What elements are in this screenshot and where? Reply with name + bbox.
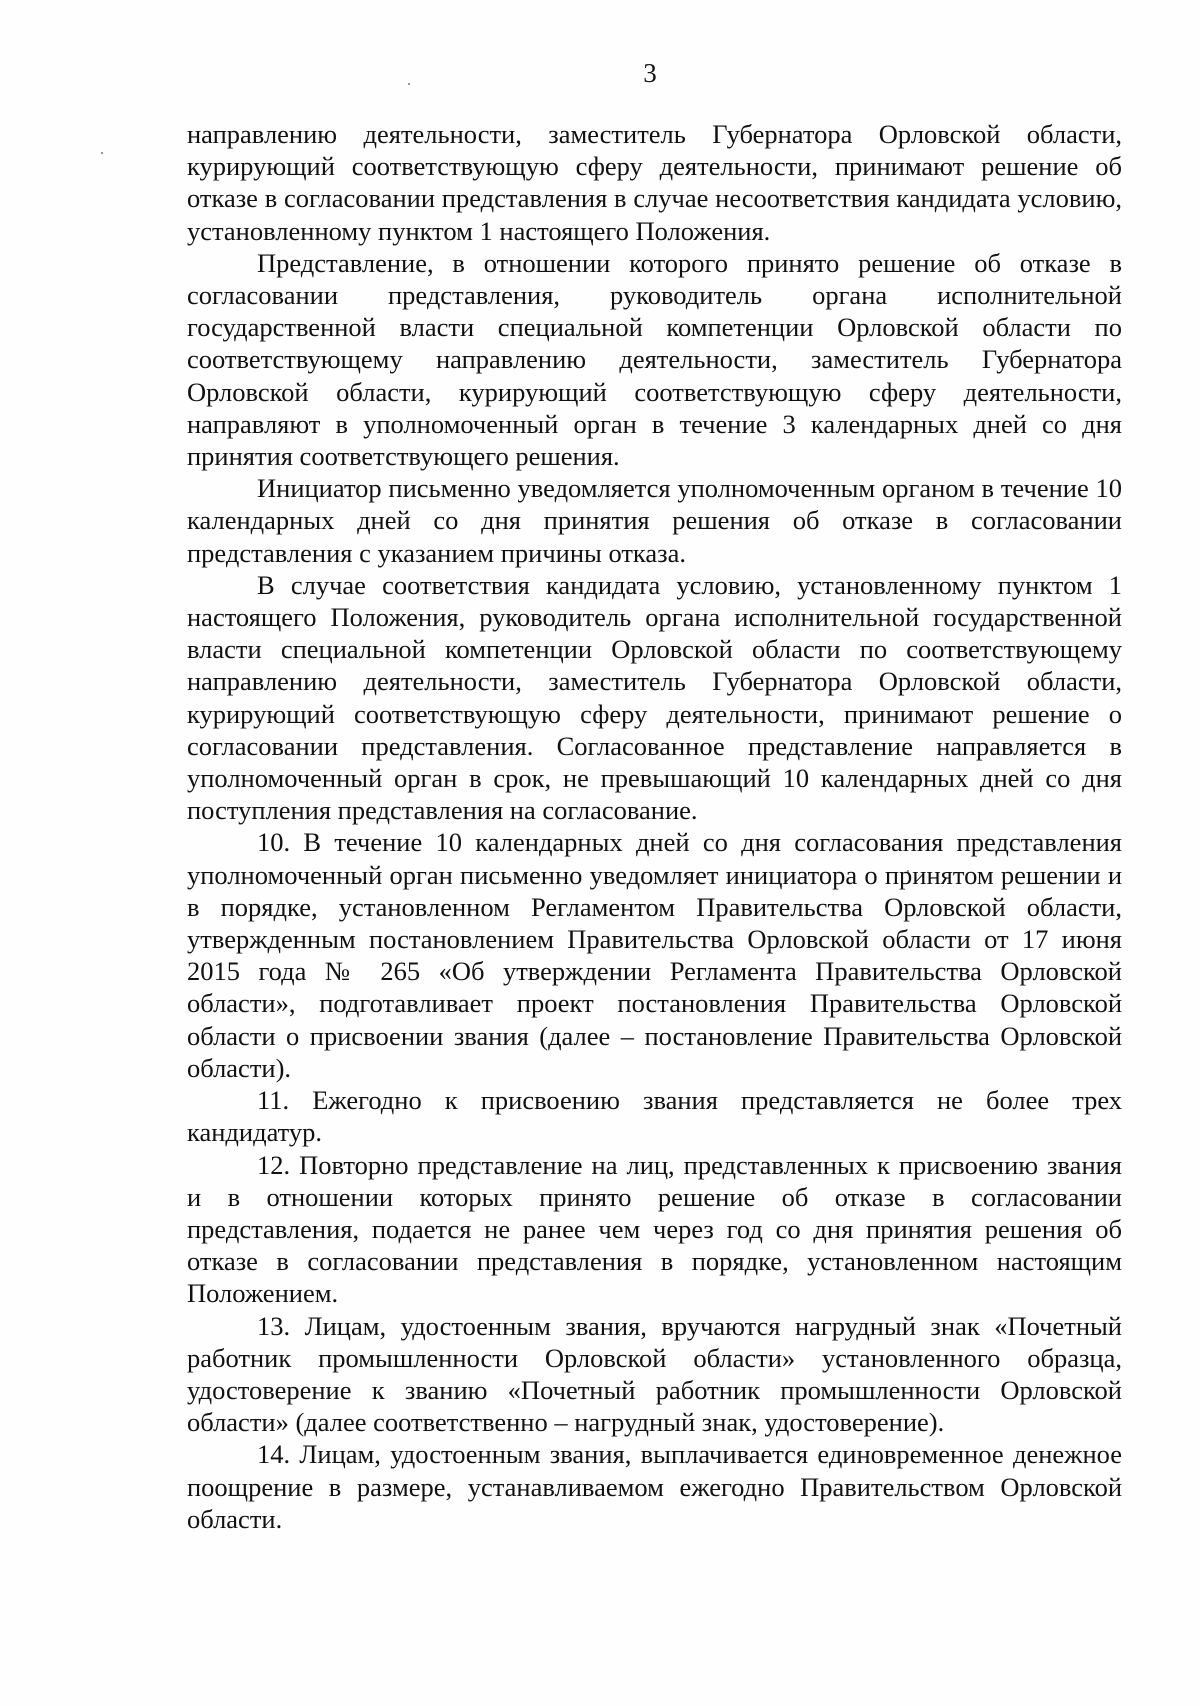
scan-speck xyxy=(408,83,410,85)
paragraph: В случае соответствия кандидата условию, установленному пунктом 1 настоящего Положения, руководитель органа исполнительной государственной власти специальной компетенции Орловской области по соответствующему направлению деятельности, заместитель Губернатора Орловской области, курирующий соответствующую сферу деятельности, принимают решение о согласовании представления. Согласованное представление направляется в уполномоченный орган в срок, не превышающий 10 календарных дней со дня поступления представления на согласование. xyxy=(187,569,1122,826)
paragraph: 14. Лицам, удостоенным звания, выплачивается единовременное денежное поощрение в размере, устанавливаемом ежегодно Правительством Орловской области. xyxy=(187,1439,1122,1534)
paragraph: Инициатор письменно уведомляется уполномоченным органом в течение 10 календарных дней со дня принятия решения об отказе в согласовании представления с указанием причины отказа. xyxy=(187,473,1122,568)
paragraph: 11. Ежегодно к присвоению звания представляется не более трех кандидатур. xyxy=(187,1085,1122,1148)
document-body xyxy=(187,118,1122,1535)
paragraph: 10. В течение 10 календарных дней со дня согласования представления уполномоченный орган письменно уведомляет инициатора о принятом решении и в порядке, установленном Регламентом Правительства Орловской области, утвержденным постановлением Правительства Орловской области от 17 июня 2015 года № 265 «Об утверждении Регламента Правительства Орловской области», подготавливает проект постановления Правительства Орловской области о присвоении звания (далее – постановление Правительства Орловской области). xyxy=(187,827,1122,1083)
paragraph: направлению деятельности, заместитель Губернатора Орловской области, курирующий соответствующую сферу деятельности, принимают решение об отказе в согласовании представления в случае несоответствия кандидата условию, установленному пунктом 1 настоящего Положения. xyxy=(187,119,1122,246)
paragraph: 12. Повторно представление на лиц, представленных к присвоению звания и в отношении которых принято решение об отказе в согласовании представления, подается не ранее чем через год со дня принятия решения об отказе в согласовании представления в порядке, установленном настоящим Положением. xyxy=(187,1149,1122,1309)
page-number: 3 xyxy=(643,58,657,88)
paragraph: 13. Лицам, удостоенным звания, вручаются нагрудный знак «Почетный работник промышленности Орловской области» установленного образца, удостоверение к званию «Почетный работник промышленности Орловской области» (далее соответственно – нагрудный знак, удостоверение). xyxy=(187,1310,1122,1438)
scan-speck xyxy=(101,152,103,154)
paragraph: Представление, в отношении которого принято решение об отказе в согласовании представления, руководитель органа исполнительной государственной власти специальной компетенции Орловской области по соответствующему направлению деятельности, заместитель Губернатора Орловской области, курирующий соответствующую сферу деятельности, направляют в уполномоченный орган в течение 3 календарных дней со дня принятия соответствующего решения. xyxy=(187,247,1122,472)
